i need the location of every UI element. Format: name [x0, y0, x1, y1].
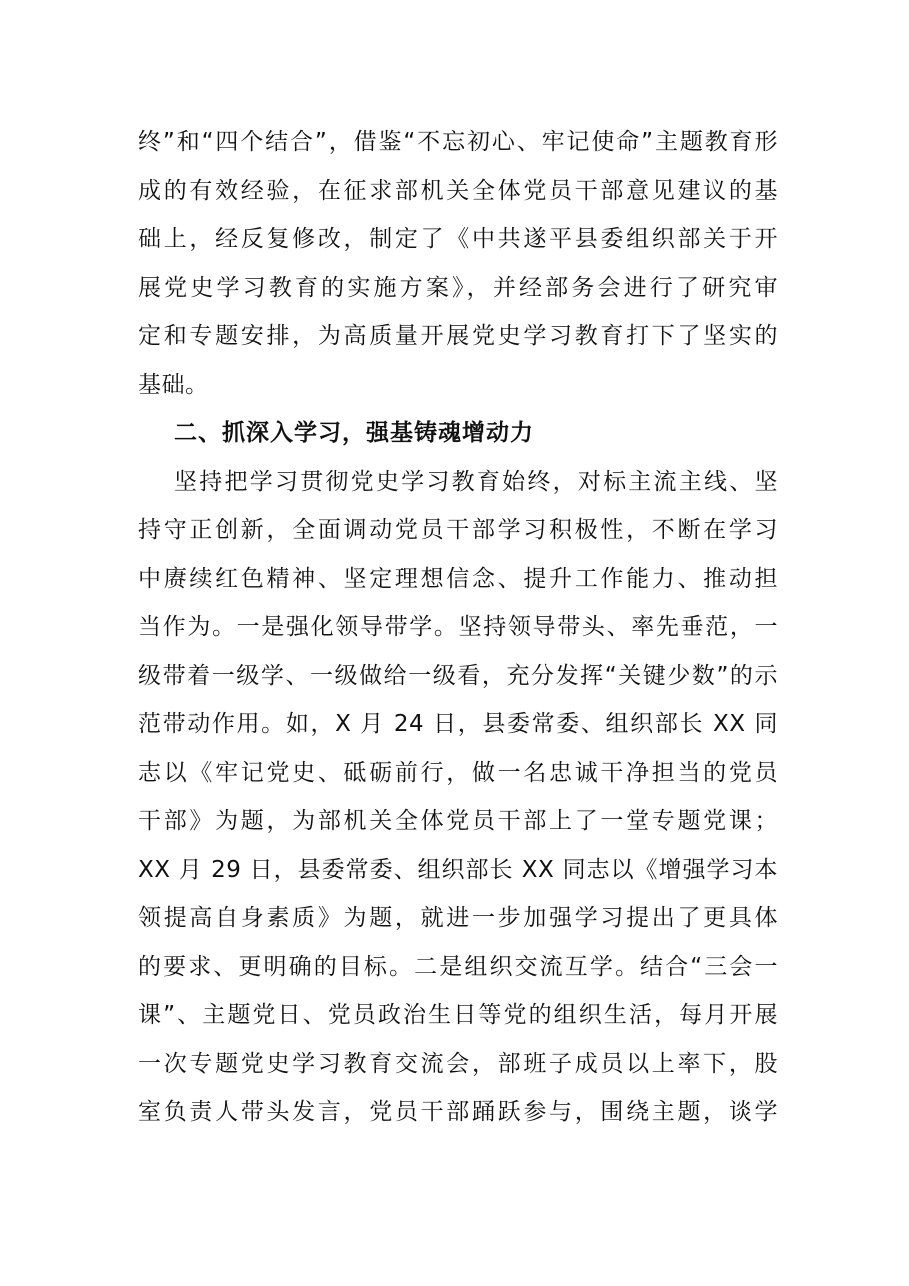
- text-line: 干部》为题，为部机关全体党员干部上了一堂专题党课；: [138, 808, 778, 834]
- text-line: 志以《牢记党史、砥砺前行，做一名忠诚干净担当的党员: [138, 759, 778, 786]
- text-line: 级带着一级学、一级做给一级看，充分发挥“关键少数”的示: [138, 662, 778, 689]
- text-line: 中赓续红色精神、坚定理想信念、提升工作能力、推动担: [138, 565, 778, 592]
- text-line: 展党史学习教育的实施方案》，并经部务会进行了研究审: [138, 274, 778, 301]
- text-line: 成的有效经验，在征求部机关全体党员干部意见建议的基: [138, 177, 778, 204]
- text-line: 础上，经反复修改，制定了《中共遂平县委组织部关于开: [138, 226, 778, 252]
- text-line: 领提高自身素质》为题，就进一步加强学习提出了更具体: [138, 905, 778, 931]
- section-heading: 二、抓深入学习，强基铸魂增动力: [174, 420, 534, 446]
- text-line: 室负责人带头发言，党员干部踊跃参与，围绕主题，谈学: [138, 1099, 778, 1125]
- text-line: XX 月 29 日，县委常委、组织部长 XX 同志以《增强学习本: [138, 856, 778, 883]
- text-line: 课”、主题党日、党员政治生日等党的组织生活，每月开展: [138, 1002, 778, 1028]
- text-line: 范带动作用。如，X 月 24 日，县委常委、组织部长 XX 同: [138, 711, 778, 737]
- text-line: 当作为。一是强化领导带学。坚持领导带头、率先垂范，一: [138, 614, 778, 640]
- text-line: 定和专题安排，为高质量开展党史学习教育打下了坚实的: [138, 323, 778, 349]
- body-text: [138, 118, 778, 1137]
- text-line: 终”和“四个结合”，借鉴“不忘初心、牢记使命”主题教育形: [138, 129, 778, 155]
- text-line: 基础。: [138, 371, 209, 398]
- text-line: 坚持把学习贯彻党史学习教育始终，对标主流主线、坚: [174, 468, 778, 495]
- text-line: 一次专题党史学习教育交流会，部班子成员以上率下，股: [138, 1050, 778, 1077]
- text-line: 持守正创新，全面调动党员干部学习积极性，不断在学习: [138, 517, 778, 543]
- text-line: 的要求、更明确的目标。二是组织交流互学。结合“三会一: [138, 953, 778, 980]
